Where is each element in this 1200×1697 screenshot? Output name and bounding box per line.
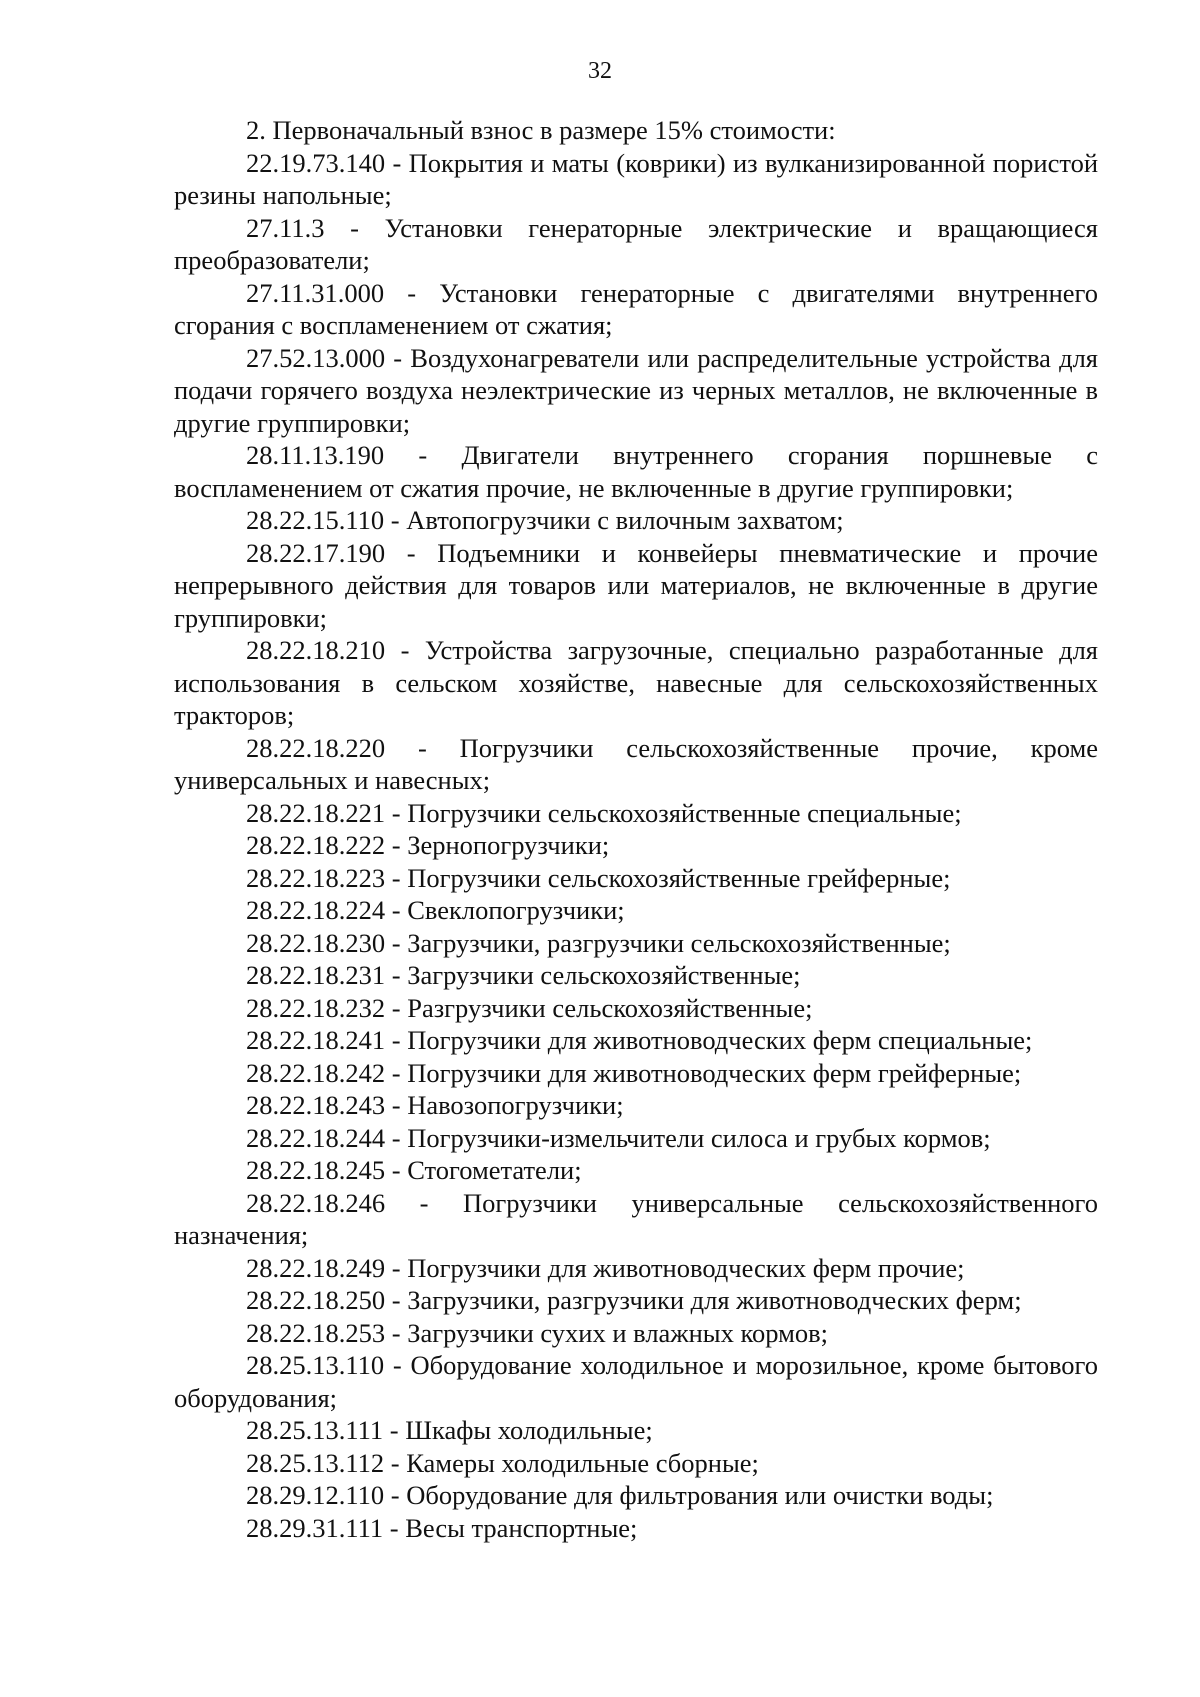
list-item: 28.25.13.111 - Шкафы холодильные; [246, 1415, 653, 1445]
document-body [174, 114, 1098, 1544]
list-item: 28.22.18.232 - Разгрузчики сельскохозяйственные; [246, 992, 813, 1023]
list-item: 28.22.18.220 - Погрузчики сельскохозяйственные прочие, кроме универсальных и навесных; [174, 732, 1098, 795]
list-item: 28.25.13.112 - Камеры холодильные сборные; [246, 1447, 759, 1478]
page-number: 32 [588, 58, 612, 84]
list-item: 28.22.18.243 - Навозопогрузчики; [246, 1090, 624, 1120]
list-item: 28.22.18.231 - Загрузчики сельскохозяйственные; [246, 960, 801, 990]
list-item: 28.22.18.221 - Погрузчики сельскохозяйственные специальные; [246, 797, 962, 828]
list-item: 28.22.18.242 - Погрузчики для животноводческих ферм грейферные; [246, 1057, 1022, 1088]
list-item: 28.22.18.244 - Погрузчики-измельчители силоса и грубых кормов; [246, 1122, 991, 1153]
list-item: 28.22.18.249 - Погрузчики для животноводческих ферм прочие; [246, 1252, 965, 1283]
list-item: 22.19.73.140 - Покрытия и маты (коврики) из вулканизированной пористой резины напольные; [174, 147, 1098, 210]
list-item: 28.22.18.230 - Загрузчики, разгрузчики сельскохозяйственные; [246, 927, 951, 958]
list-item: 28.22.18.210 - Устройства загрузочные, специально разработанные для использования в сельском хозяйстве, навесные для сельскохозяйственных тракторов; [174, 635, 1098, 730]
list-item: 27.11.3 - Установки генераторные электрические и вращающиеся преобразователи; [174, 212, 1098, 275]
list-item: 28.22.18.241 - Погрузчики для животноводческих ферм специальные; [246, 1025, 1033, 1055]
list-item: 28.22.18.245 - Стогометатели; [246, 1155, 582, 1185]
section-heading: 2. Первоначальный взнос в размере 15% стоимости: [246, 115, 836, 145]
list-item: 28.22.18.222 - Зернопогрузчики; [246, 830, 610, 860]
list-item: 28.29.31.111 - Весы транспортные; [246, 1512, 638, 1543]
list-item: 28.22.17.190 - Подъемники и конвейеры пневматические и прочие непрерывного действия для товаров или материалов, не включенные в другие группировки; [174, 537, 1098, 633]
list-item: 28.22.18.246 - Погрузчики универсальные сельскохозяйственного назначения; [174, 1187, 1098, 1250]
list-item: 28.22.18.253 - Загрузчики сухих и влажных кормов; [246, 1317, 829, 1348]
list-item: 28.22.18.224 - Свеклопогрузчики; [246, 895, 625, 925]
list-item: 28.29.12.110 - Оборудование для фильтрования или очистки воды; [246, 1480, 994, 1510]
list-item: 27.11.31.000 - Установки генераторные с двигателями внутреннего сгорания с воспламенением от сжатия; [174, 277, 1098, 340]
list-item: 28.22.18.250 - Загрузчики, разгрузчики для животноводческих ферм; [246, 1285, 1022, 1315]
list-item: 28.11.13.190 - Двигатели внутреннего сгорания поршневые с воспламенением от сжатия прочие, не включенные в другие группировки; [174, 440, 1098, 503]
list-item: 28.22.18.223 - Погрузчики сельскохозяйственные грейферные; [246, 862, 951, 893]
list-item: 27.52.13.000 - Воздухонагреватели или распределительные устройства для подачи горячего воздуха неэлектрические из черных металлов, не включенные в другие группировки; [174, 342, 1098, 438]
list-item: 28.22.15.110 - Автопогрузчики с вилочным захватом; [246, 505, 844, 535]
list-item: 28.25.13.110 - Оборудование холодильное и морозильное, кроме бытового оборудования; [174, 1350, 1098, 1413]
